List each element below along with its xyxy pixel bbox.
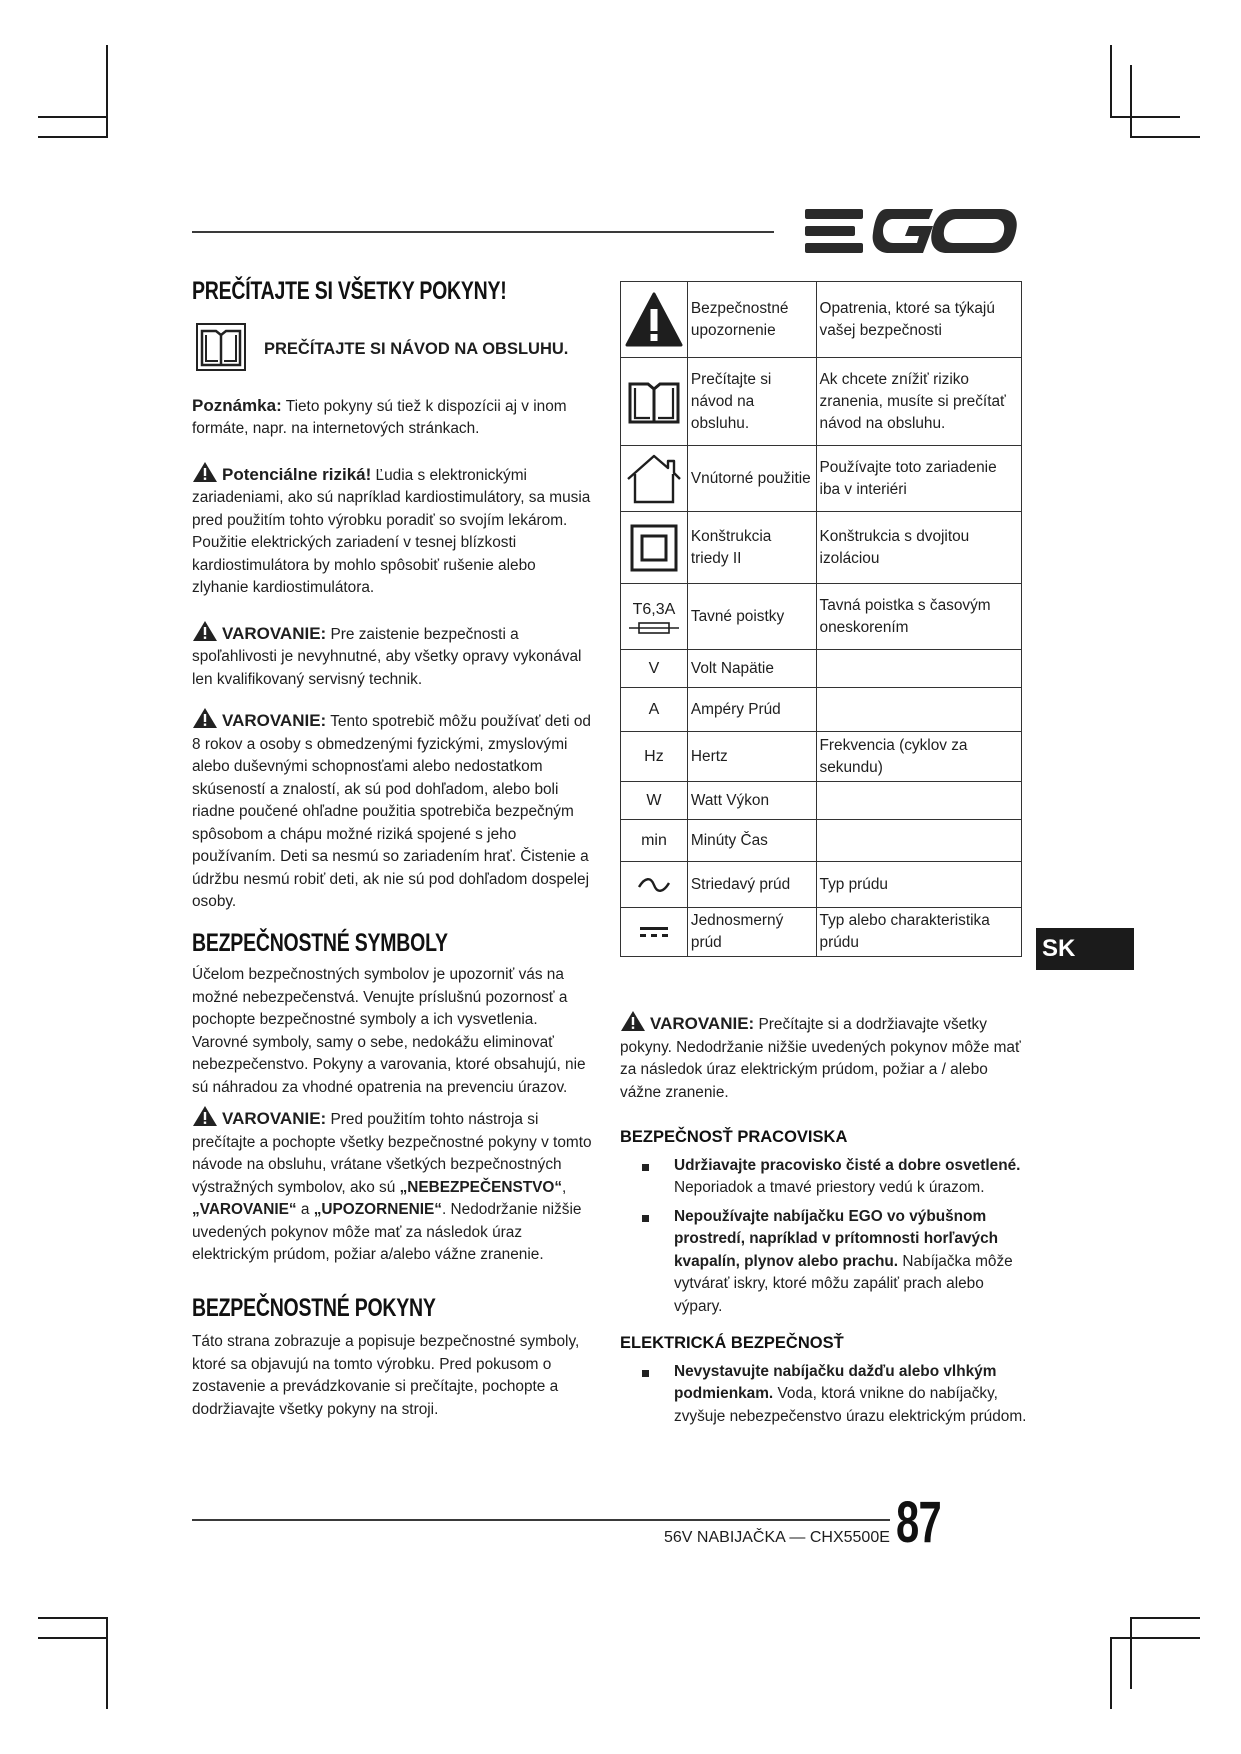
symbol-cell <box>621 688 688 732</box>
bullet-icon <box>642 1370 649 1377</box>
warning-triangle-icon <box>620 1010 646 1032</box>
crop-mark <box>1130 1617 1132 1689</box>
symbol-name: Minúty Čas <box>687 820 816 862</box>
crop-mark <box>1110 116 1180 118</box>
read-manual-label: PREČÍTAJTE SI NÁVOD NA OBSLUHU. <box>264 339 569 358</box>
bullet-bold: Nevystavujte nabíjačku dažďu alebo vlhkým podmienkam. <box>674 1362 997 1402</box>
warning-label: VAROVANIE: <box>222 1109 327 1128</box>
symbol-description <box>816 820 1021 862</box>
warning-text: Pred použitím tohto nástroja si prečítajte a pochopte všetky bezpečnostné pokyny v tomto návode na obsluhu, vrátane všetkých bezpečnostných výstražných symbolov, ako sú <box>192 1111 592 1196</box>
symbol-description: Typ alebo charakteristika prúdu <box>816 908 1021 957</box>
left-column <box>192 277 594 1421</box>
title-read-all: PREČÍTAJTE SI VŠETKY POKYNY! <box>192 277 507 305</box>
title-safety-symbols: BEZPEČNOSTNÉ SYMBOLY <box>192 928 448 957</box>
table-row <box>621 650 1022 688</box>
symbol-text: Hz <box>644 747 664 765</box>
risk-paragraph <box>192 461 594 600</box>
symbol-description: Používajte toto zariadenie iba v interiéri <box>816 446 1021 512</box>
footer-product: 56V NABIJAČKA — CHX5500E <box>664 1529 890 1546</box>
warning-text: Pre zaistenie bezpečnosti a spoľahlivosti je nevyhnutné, aby všetky opravy vykonával len kvalifikovaný servisný technik. <box>192 625 582 688</box>
workplace-safety-heading: BEZPEČNOSŤ PRACOVISKA <box>620 1128 848 1146</box>
bullet-text: Neporiadok a tmavé priestory vedú k úrazom. <box>674 1179 985 1196</box>
symbol-text: W <box>646 791 662 809</box>
symbol-name: Prečítajte si návod na obsluhu. <box>687 358 816 446</box>
symbol-cell <box>621 282 688 358</box>
title-safety-instructions: BEZPEČNOSTNÉ POKYNY <box>192 1293 436 1322</box>
note-text: Tieto pokyny sú tiež k dispozícii aj v inom formáte, napr. na internetových stránkach. <box>192 397 567 437</box>
warning-label: VAROVANIE: <box>222 623 327 643</box>
right-column <box>620 1010 1030 1428</box>
symbol-description: Ak chcete znížiť riziko zranenia, musíte si prečítať návod na obsluhu. <box>816 358 1021 446</box>
table-row <box>621 820 1022 862</box>
language-tab: SK <box>1036 928 1134 970</box>
symbol-cell <box>621 908 688 957</box>
crop-mark <box>106 1617 108 1709</box>
list-item <box>620 1155 1030 1200</box>
double-square-icon <box>621 523 687 573</box>
ac-wave-icon <box>621 877 687 893</box>
table-row <box>621 862 1022 908</box>
list-item <box>620 1361 1030 1429</box>
bullet-bold: Udržiavajte pracovisko čisté a dobre osvetlené. <box>674 1156 1021 1174</box>
symbol-text: A <box>648 700 660 718</box>
crop-mark <box>106 45 108 137</box>
and-text: a <box>296 1201 314 1218</box>
danger-term: „NEBEZPEČENSTVO“ <box>399 1178 563 1196</box>
warning-triangle-icon <box>192 620 218 642</box>
warning-label: VAROVANIE: <box>650 1014 755 1033</box>
warning-term: „VAROVANIE“ <box>192 1201 297 1218</box>
book-icon <box>621 378 687 426</box>
table-row <box>621 688 1022 732</box>
symbol-description <box>816 688 1021 732</box>
symbol-cell <box>621 732 688 782</box>
symbol-cell <box>621 650 688 688</box>
crop-mark <box>1130 136 1200 138</box>
symbol-name: Bezpečnostné upozornenie <box>687 282 816 358</box>
symbol-name: Hertz <box>687 732 816 782</box>
table-row <box>621 782 1022 820</box>
ego-logo <box>805 206 1017 256</box>
crop-mark <box>38 1637 108 1639</box>
crop-mark <box>1130 1617 1200 1619</box>
warning-triangle-icon <box>621 292 687 348</box>
header-rule <box>192 231 774 233</box>
bullet-icon <box>642 1215 649 1222</box>
symbol-description: Opatrenia, ktoré sa týkajú vašej bezpečnosti <box>816 282 1021 358</box>
symbol-cell <box>621 446 688 512</box>
warning-triangle-icon <box>192 461 218 483</box>
bullet-text: Voda, ktorá vnikne do nabíjačky, zvyšuje nebezpečenstvo úrazu elektrickým prúdom. <box>674 1385 1027 1425</box>
warning-general-paragraph <box>620 1010 1030 1104</box>
bullet-icon <box>642 1164 649 1171</box>
table-row <box>621 512 1022 584</box>
symbol-cell <box>621 358 688 446</box>
warning-children-paragraph <box>192 707 594 914</box>
warning-label: VAROVANIE: <box>222 711 327 730</box>
table-row <box>621 282 1022 358</box>
symbols-table <box>620 281 1022 957</box>
symbol-description <box>816 782 1021 820</box>
warning-read-paragraph <box>192 1105 594 1267</box>
table-row <box>621 446 1022 512</box>
symbol-text: V <box>648 659 660 677</box>
table-row <box>621 584 1022 650</box>
risk-label: Potenciálne riziká! <box>222 464 372 484</box>
crop-mark <box>38 136 108 138</box>
symbol-cell <box>621 820 688 862</box>
symbol-cell <box>621 782 688 820</box>
caution-term: „UPOZORNENIE“ <box>313 1201 442 1218</box>
symbol-description <box>816 650 1021 688</box>
warning-text: Prečítajte si a dodržiavajte všetky pokyny. Nedodržanie nižšie uvedených pokynov môže mať za následok úraz elektrickým prúdom, požiar a / alebo vážne zranenie. <box>620 1016 1021 1101</box>
read-manual-row <box>192 323 594 377</box>
house-icon <box>621 453 687 505</box>
symbols-paragraph: Účelom bezpečnostných symbolov je upozorniť vás na možné nebezpečenstvá. Venujte príslušnú pozornosť a pochopte bezpečnostné symboly a ich vysvetlenia. Varovné symboly, samy o sebe, nedokážu eliminovať nebezpečenstvo. Pokyny a varovania, ktoré obsahujú, nie sú náhradou za vhodné opatrenia na prevenciu úrazov. <box>192 966 586 1096</box>
symbol-name: Volt Napätie <box>687 650 816 688</box>
note-label: Poznámka: <box>192 395 282 415</box>
symbol-name: Striedavý prúd <box>687 862 816 908</box>
symbol-text: T6,3A <box>632 600 676 618</box>
crop-mark <box>1110 1637 1200 1639</box>
electrical-safety-heading: ELEKTRICKÁ BEZPEČNOSŤ <box>620 1334 844 1352</box>
page-number: 87 <box>896 1490 942 1555</box>
book-icon <box>196 323 246 371</box>
symbol-text: min <box>641 831 667 849</box>
symbol-name: Ampéry Prúd <box>687 688 816 732</box>
symbol-name: Konštrukcia triedy II <box>687 512 816 584</box>
symbol-name: Vnútorné použitie <box>687 446 816 512</box>
symbol-cell <box>621 862 688 908</box>
warning-triangle-icon <box>192 707 218 729</box>
symbol-description: Typ prúdu <box>816 862 1021 908</box>
symbol-description: Tavná poistka s časovým oneskorením <box>816 584 1021 650</box>
crop-mark <box>38 116 108 118</box>
bullet-bold: Nepoužívajte nabíjačku EGO vo výbušnom prostredí, napríklad v prítomnosti horľavých kvapalín, plynov alebo prachu. <box>674 1207 999 1270</box>
symbol-description: Frekvencia (cyklov za sekundu) <box>816 732 1021 782</box>
instructions-paragraph: Táto strana zobrazuje a popisuje bezpečnostné symboly, ktoré sa objavujú na tomto výrobku. Pred pokusom o zostavenie a prevádzkovanie si prečítajte, pochopte a dodržiavajte všetky pokyny na stroji. <box>192 1333 580 1418</box>
table-row <box>621 358 1022 446</box>
crop-mark <box>38 1617 108 1619</box>
symbol-name: Jednosmerný prúd <box>687 908 816 957</box>
crop-mark <box>1110 45 1112 117</box>
dc-icon <box>621 925 687 939</box>
bullet-text: Nabíjačka môže vytvárať iskry, ktoré môžu zapáliť prach alebo výpary. <box>674 1252 1013 1315</box>
table-row <box>621 732 1022 782</box>
symbol-name: Watt Výkon <box>687 782 816 820</box>
warning-triangle-icon <box>192 1105 218 1127</box>
list-item <box>620 1206 1030 1319</box>
crop-mark <box>1130 65 1132 137</box>
warning-repairs-paragraph <box>192 620 594 692</box>
symbol-cell <box>621 584 688 650</box>
symbol-description: Konštrukcia s dvojitou izoláciou <box>816 512 1021 584</box>
symbol-name: Tavné poistky <box>687 584 816 650</box>
symbol-cell <box>621 512 688 584</box>
risk-text: Ľudia s elektronickými zariadeniami, ako sú napríklad kardiostimulátory, sa musia pred použitím tohto výrobku poradiť so svojím lekárom. Použitie elektrických zariadení v tesnej blízkosti kardiostimulátora by mohlo spôsobiť rušenie alebo zlyhanie kardiostimulátora. <box>192 466 591 596</box>
warning-text: Tento spotrebič môžu používať deti od 8 rokov a osoby s obmedzenými fyzickými, zmyslovými alebo duševnými schopnosťami alebo nedostatkom skúseností a znalostí, ak sú pod dohľadom, alebo boli riadne poučené ohľadne použitia spotrebiča bezpečným spôsobom a chápu možné riziká spojené s jeho používaním. Deti sa nesmú so zariadením hrať. Čistenie a údržbu nesmú robiť deti, ak nie sú pod dohľadom dospelej osoby. <box>192 713 591 910</box>
fuse-icon <box>621 621 687 635</box>
footer-rule <box>192 1519 890 1521</box>
separator: , <box>562 1178 567 1196</box>
note-paragraph <box>192 395 594 441</box>
table-row <box>621 908 1022 957</box>
crop-mark <box>1110 1637 1112 1709</box>
warning-text-end: . Nedodržanie nižšie uvedených pokynov môže mať za následok úraz elektrickým prúdom, požiar a/alebo vážne zranenie. <box>192 1201 582 1263</box>
